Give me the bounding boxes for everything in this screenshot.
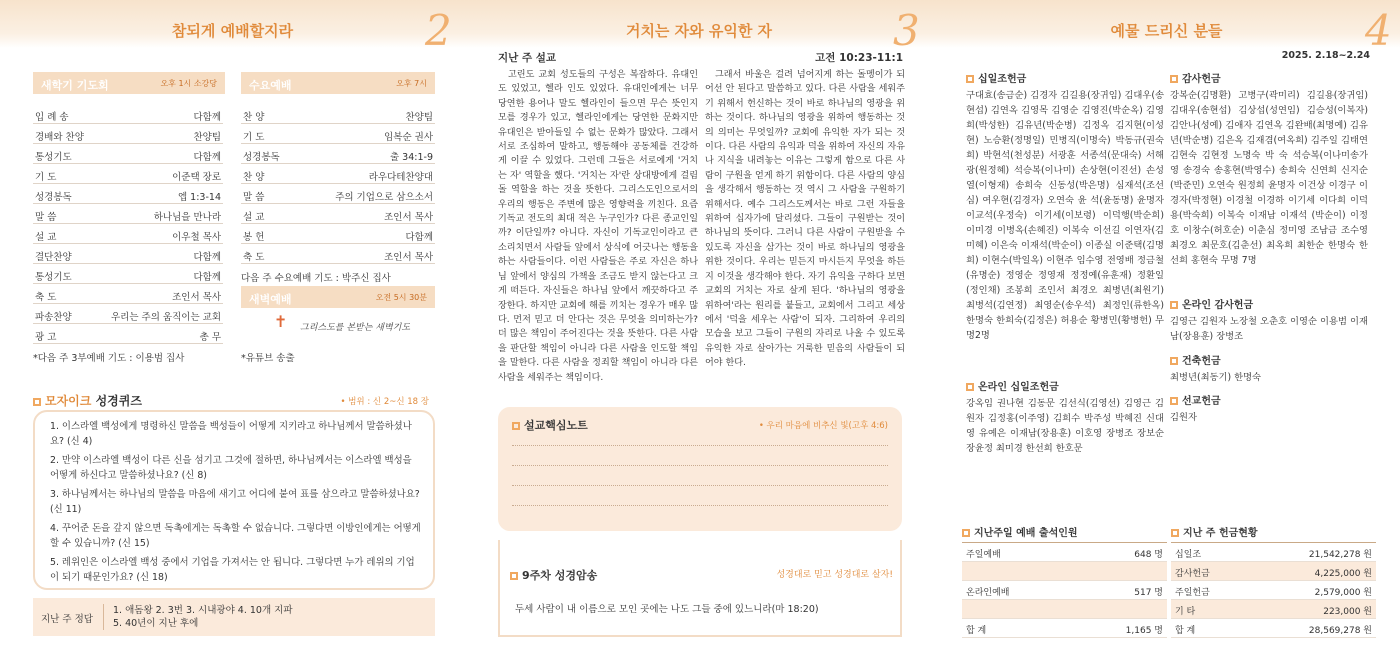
row-value: 21,542,278 원 <box>1308 550 1372 560</box>
table-row <box>1171 619 1376 638</box>
row-label: 주일헌금 <box>1175 588 1210 598</box>
row-label: 온라인예배 <box>966 588 1010 598</box>
sermon-note-reference: • 우리 마음에 비추신 빛(고후 4:6) <box>758 421 888 431</box>
page-title: 참되게 예배할지라 <box>171 22 294 40</box>
table-row <box>962 600 1167 619</box>
page-number: 2 <box>425 6 452 55</box>
row-label: 성경봉독 <box>243 152 280 163</box>
thanks-block <box>1170 70 1368 268</box>
verse-text: 두세 사람이 내 이름으로 모인 곳에는 나도 그들 중에 있느니라(마 18:20) <box>515 604 819 615</box>
row-value: 다함께 <box>405 232 433 243</box>
square-bullet-icon <box>510 572 518 580</box>
row-label: 십일조 <box>1175 550 1202 560</box>
table-row <box>241 184 435 204</box>
answers-line-1: 1. 애돔왕 2. 3번 3. 시내광야 4. 10개 지파 <box>113 605 293 616</box>
row-value: 찬양팀 <box>405 112 433 123</box>
table-row <box>241 224 435 244</box>
sermon-panel <box>465 0 933 662</box>
date-range: 2025. 2.18~2.24 <box>1281 50 1370 61</box>
page-number: 3 <box>893 6 920 55</box>
row-label: 기 도 <box>243 132 265 143</box>
attendance-table <box>962 524 1167 638</box>
row-label: 기 도 <box>35 172 57 183</box>
prayer-header <box>33 72 225 94</box>
row-label: 기 타 <box>1175 607 1196 617</box>
row-label: 찬 양 <box>243 172 265 183</box>
quiz-box <box>33 410 435 590</box>
quiz-question: 5. 레위인은 이스라엘 백성 중에서 기업을 가져서는 안 됩니다. 그렇다면 누가 레위의 기업이 되기 때문인가요? (신 18) <box>50 557 415 583</box>
row-label: 합 계 <box>966 626 987 636</box>
note-line[interactable] <box>512 445 888 446</box>
wednesday-note: 다음 주 수요예배 기도 : 박주신 집사 <box>241 273 391 284</box>
square-bullet-icon <box>966 383 974 391</box>
wednesday-order-table <box>241 104 435 264</box>
verse-heading <box>510 567 597 583</box>
square-bullet-icon <box>966 75 974 83</box>
table-row <box>241 124 435 144</box>
note-line[interactable] <box>512 465 888 466</box>
row-value: 하나님을 만나라 <box>153 212 221 223</box>
row-value: 엡 1:3-14 <box>177 192 221 203</box>
answer-label: 지난 주 정답 <box>41 614 93 625</box>
page-number: 4 <box>1365 6 1392 55</box>
row-value: 출 34:1-9 <box>389 152 433 163</box>
row-value: 223,000 원 <box>1323 607 1372 617</box>
table-row <box>241 244 435 264</box>
mission-title: 선교헌금 <box>1182 396 1221 407</box>
row-value: 1,165 명 <box>1125 626 1163 636</box>
table-row <box>962 543 1167 562</box>
cross-icon: ✝ <box>274 312 288 331</box>
verse-slogan: 성경대로 믿고 성경대로 살자! <box>776 570 893 580</box>
mission-block <box>1170 392 1368 425</box>
row-value: 648 명 <box>1134 550 1163 560</box>
online-tithe-names: 강옥임 권나현 김동문 김선식(김영선) 김영근 김원자 김정홍(이주영) 김희수 박주성 박혜진 신대영 유예은 이재남(장용훈) 이호영 장병조 장보순 장윤정 최미경 한선희 한호문 <box>966 398 1164 454</box>
row-value: 이우철 목사 <box>172 232 221 243</box>
online-thanks-block <box>1170 296 1368 344</box>
offering-title: 지난 주 헌금현황 <box>1183 528 1258 539</box>
sermon-note-box <box>498 407 902 531</box>
answer-text <box>113 604 293 630</box>
building-title: 건축헌금 <box>1182 356 1221 367</box>
table-row <box>33 304 223 324</box>
offerings-panel <box>933 0 1400 662</box>
row-label: 설 교 <box>35 232 57 243</box>
prayer-order-table <box>33 104 223 344</box>
thanks-title: 감사헌금 <box>1182 74 1221 85</box>
sermon-label: 지난 주 설교 <box>498 52 557 64</box>
quiz-mosaic-label: 모자이크 <box>45 394 92 408</box>
row-value: 2,579,000 원 <box>1314 588 1372 598</box>
dawn-logo <box>250 312 440 340</box>
table-row <box>241 104 435 124</box>
row-value: 다함께 <box>193 152 221 163</box>
dawn-title: 새벽예배 <box>249 293 292 306</box>
online-thanks-title: 온라인 감사헌금 <box>1182 300 1254 311</box>
table-row <box>1171 600 1376 619</box>
building-block <box>1170 352 1368 385</box>
dawn-header <box>241 286 435 308</box>
verse-title: 9주차 성경암송 <box>522 569 598 582</box>
row-label: 입 례 송 <box>35 112 69 123</box>
row-value: 주의 기업으로 삼으소서 <box>335 192 433 203</box>
square-bullet-icon <box>33 398 41 406</box>
table-row <box>33 144 223 164</box>
attendance-rows <box>962 543 1167 638</box>
row-value: 4,225,000 원 <box>1314 569 1372 579</box>
answer-box <box>33 598 435 636</box>
table-row <box>33 324 223 344</box>
row-value: 이준택 장로 <box>172 172 221 183</box>
sermon-reference: 고전 10:23-11:1 <box>815 52 903 64</box>
table-row <box>962 581 1167 600</box>
row-value: 라우다테찬양대 <box>368 172 433 183</box>
row-value: 총 무 <box>199 332 221 343</box>
sermon-note-title: 설교핵심노트 <box>524 419 588 432</box>
row-value: 조인서 목사 <box>384 252 433 263</box>
row-label: 통성기도 <box>35 272 72 283</box>
square-bullet-icon <box>1170 301 1178 309</box>
square-bullet-icon <box>512 422 520 430</box>
online-tithe-block <box>966 378 1164 456</box>
sermon-column-2: 그래서 바울은 걸려 넘어지게 하는 돌멩이가 되어선 안 된다고 말씀하고 있다. 다른 사람을 세워주기 위해서 헌신하는 것이 바로 하나님의 영광을 위하는 것이다. 하나님의 영광을 위하여 행동하는 것의 의미는 무엇일까? 교회에 유익한 자가 되는 것이다. 다른 사람의 유익과 덕을 위하여 자신의 자유나 지식을 내려놓는 이유는 그렇게 함으로 다른 사람이 구원을 얻게 하기 위함이다. 다른 사람의 양심을 생각해서 행동하는 것 역시 그 사람을 구원하기 위해서다. 예수 그리스도께서는 바로 그런 자들을 위하여 십자가에 달리셨다. 그들이 구원받는 것이 하나님의 뜻이다. 그러니 다른 사람이 구원받을 수 있도록 자신을 삼가는 것이 바로 하나님의 영광을 위한 것이다. 우리는 믿든지 마시든지 무엇을 하든지 이것을 생각해야 한다. 자기 유익을 구하다 보면 교회의 거치는 자로 살게 된다. '하나님의 영광을 위하여'라는 원리를 붙들고, 교회에서 그리고 세상에서 '덕을 세우는 사람'이 되자. 그리하여 우리의 모습을 보고 그들이 구원의 자리로 나올 수 있도록 유익한 자로 살아가는 거룩한 믿음의 사람들이 되어야 한다. <box>705 70 905 369</box>
table-row <box>1171 543 1376 562</box>
row-label: 말 씀 <box>35 212 57 223</box>
tithe-block <box>966 70 1164 343</box>
dawn-time: 오전 5시 30분 <box>375 293 427 302</box>
row-value: 다함께 <box>193 252 221 263</box>
dawn-note: *유튜브 송출 <box>241 353 295 364</box>
row-label: 성경봉독 <box>35 192 72 203</box>
offering-rows <box>1171 543 1376 638</box>
row-label: 광 고 <box>35 332 57 343</box>
sermon-note-heading <box>512 417 588 433</box>
wednesday-time: 오후 7시 <box>396 79 427 88</box>
dawn-logo-text: 그리스도를 본받는 새벽기도 <box>300 323 411 333</box>
row-label: 파송찬양 <box>35 312 72 323</box>
square-bullet-icon <box>962 529 970 537</box>
row-value: 조인서 목사 <box>384 212 433 223</box>
row-value: 28,569,278 원 <box>1308 626 1372 636</box>
table-row <box>962 619 1167 638</box>
row-value: 517 명 <box>1134 588 1163 598</box>
table-row <box>1171 581 1376 600</box>
online-thanks-names: 김영근 김원자 노장철 오춘호 이영순 이용범 이재남(장용훈) 장병조 <box>1170 316 1368 342</box>
table-row <box>241 144 435 164</box>
table-row <box>33 224 223 244</box>
table-row <box>33 124 223 144</box>
quiz-question: 2. 만약 이스라엘 백성이 다른 신을 섬기고 그것에 절하면, 하나님께서는 이스라엘 백성을 어떻게 하신다고 말씀하셨나요? (신 8) <box>50 455 412 481</box>
table-row <box>33 204 223 224</box>
row-label: 통성기도 <box>35 152 72 163</box>
prayer-time: 오후 1시 소강당 <box>160 79 217 88</box>
note-line[interactable] <box>512 485 888 486</box>
worship-panel <box>0 0 465 662</box>
note-line[interactable] <box>512 505 888 506</box>
table-row <box>33 104 223 124</box>
row-value: 조인서 목사 <box>172 292 221 303</box>
sermon-column-1: 고린도 교회 성도들의 구성은 복잡하다. 유대인도 있었고, 헬라 인도 있었다. 유대인에게는 너무 당연한 용어나 말도 헬라인이 들으면 무슨 뜻인지 모를 경우가 있고, 헬라인에게는 당연한 문화지만 유대인은 받아들일 수 없는 문화가 많았다. 그래서 서로 조심하여 말하고, 행동해야 공동체를 건강하게 이끌 수 있었다. 그런데 그들은 서로에게 '거치는 자' 역할을 했다. '거치는 자'란 상대방에게 걸림돌 역할을 하는 것을 뜻한다. 그리스도인으로서의 우리의 행동은 주변에 많은 영향력을 끼친다. 요즘 기독교 전도의 최대 적은 누구인가? 다른 종교인일까? 이단일까? 아니다. 자신이 기독교인이라고 큰소리치면서 사람들 앞에서 상식에 어긋나는 행동을 하는 사람들이다. 이런 사람들은 주로 자신은 하나님 앞에서 양심의 가책을 조금도 받지 않는다고 크게 떠든다. 자신들은 하나님 앞에서 깨끗하다고 주장한다. 하지만 교회에 해를 끼치는 경우가 매우 많다. 먼저 믿고 더 안다는 것은 무엇을 의미하는가? 더 많은 책임이 주어진다는 것을 뜻한다. 다른 사람을 판단할 책임이 아니라 다른 사람을 인도할 책임을 말한다. 다른 사람을 정죄할 책임이 아니라 다른 사람을 세워주는 책임이다. <box>498 70 698 383</box>
divider <box>103 604 104 630</box>
row-label: 설 교 <box>243 212 265 223</box>
page-title: 거치는 자와 유익한 자 <box>625 22 773 40</box>
table-row <box>33 164 223 184</box>
square-bullet-icon <box>1170 357 1178 365</box>
tithe-names: 구대효(송금순) 김경자 김길용(장귀임) 김대우(송현섭) 김연옥 김영목 김영순 김영진(박순옥) 김영희(박성한) 김유년(박순병) 김정옥 김지현(이성현) 노승환(정명일) 민병직(이명숙) 박동규(권숙희) 박현석(천성분) 서광훈 서종석(문대숙) 서해광(원정혜) 석승복(이나미) 손상현(이진선) 손성열(이형재) 송희숙 신동성(박은명) 심재석(조선심) 여우현(김경자) 오연숙 윤 석(윤동명) 윤명자 이교석(우정숙) 이기세(이보령) 이덕행(박순희) 이미경 이병옥(손혜진) 이복숙 이선길 이연자(김미혜) 이은숙 이재석(박순이) 이종실 이준택(김명희) 이현수(박일옥) 이현주 임수영 전영배 정금철(유명순) 정영순 정영재 정정예(유훈재) 정환일(정인채) 조봉희 조인서 최경오 최병년(최원기) 최병석(김연정) 최영순(송우석) 최정인(류한옥) 한명숙 한희숙(김정은) 허용순 황병민(황병헌) 무명2명 <box>966 90 1164 341</box>
attendance-title: 지난주일 예배 출석인원 <box>974 528 1078 539</box>
row-label: 경배와 찬양 <box>35 132 84 143</box>
page-title: 예물 드리신 분들 <box>1110 22 1223 40</box>
row-label: 봉 헌 <box>243 232 265 243</box>
table-row <box>33 284 223 304</box>
offering-table <box>1171 524 1376 638</box>
wednesday-title: 수요예배 <box>249 79 292 92</box>
mission-names: 김원자 <box>1170 412 1197 423</box>
online-tithe-title: 온라인 십일조헌금 <box>978 382 1059 393</box>
row-value: 찬양팀 <box>193 132 221 143</box>
quiz-question: 1. 이스라엘 백성에게 명령하신 말씀을 백성들이 어떻게 지키라고 하나님께서 말씀하셨나요? (신 4) <box>50 421 412 447</box>
quiz-question: 3. 하나님께서는 하나님의 말씀을 마음에 새기고 어디에 붙여 표를 삼으라고 말씀하셨나요? (신 11) <box>50 489 420 515</box>
row-label: 결단찬양 <box>35 252 72 263</box>
prayer-note: *다음 주 3부예배 기도 : 이용범 집사 <box>33 353 185 364</box>
row-label: 합 계 <box>1175 626 1196 636</box>
quiz-question: 4. 꾸어준 돈을 갚지 않으면 독촉에게는 독촉할 수 없습니다. 그렇다면 이방인에게는 어떻게 할 수 있습니까? (신 15) <box>50 523 421 549</box>
row-label: 찬 양 <box>243 112 265 123</box>
row-label: 축 도 <box>35 292 57 303</box>
row-value: 다함께 <box>193 112 221 123</box>
quiz-title: 성경퀴즈 <box>95 394 142 408</box>
thanks-names: 강복순(김명환) 고병구(곽미리) 김길용(장귀임) 김대우(송현섭) 김상섭(성연임) 김승성(이복자) 김안나(성예) 김애자 김연옥 김완배(최명예) 김유년(박순병) 김은옥 김재겸(여옥희) 김주일 김태연 김현숙 김현정 노명숙 박 숙 석승복(이나미송가영 송경숙 송홍현(박영수) 송희숙 신연희 신지순(박준민) 오연숙 원정희 윤명자 이건상 이경구 이경자(박정현) 이경철 이경하 이기세 이다희 이덕용(박숙희) 이복숙 이재남 이재석 (박순이) 이정호 이창수(허호순) 이춘심 정미영 조남금 조수영 최경오 최문호(김춘선) 최옥희 최한순 한명숙 한선희 홍현숙 무명 7명 <box>1170 90 1368 266</box>
table-row <box>1171 562 1376 581</box>
row-value: 우리는 주의 움직이는 교회 <box>110 312 221 323</box>
quiz-range: • 범위 : 신 2~신 18 장 <box>340 397 429 407</box>
row-label: 감사헌금 <box>1175 569 1210 579</box>
row-label: 말 씀 <box>243 192 265 203</box>
table-row <box>962 562 1167 581</box>
row-label: 주일예배 <box>966 550 1001 560</box>
table-row <box>241 204 435 224</box>
table-row <box>33 184 223 204</box>
row-value: 임복순 권사 <box>384 132 433 143</box>
square-bullet-icon <box>1171 529 1179 537</box>
prayer-title: 새학기 기도회 <box>41 79 109 92</box>
table-row <box>241 164 435 184</box>
square-bullet-icon <box>1170 75 1178 83</box>
table-row <box>33 244 223 264</box>
answers-line-2: 5. 40년이 지난 후에 <box>113 618 199 629</box>
row-value: 다함께 <box>193 272 221 283</box>
table-row <box>33 264 223 284</box>
square-bullet-icon <box>1170 397 1178 405</box>
wednesday-header <box>241 72 435 94</box>
verse-box <box>498 540 902 637</box>
row-label: 축 도 <box>243 252 265 263</box>
tithe-title: 십일조헌금 <box>978 74 1027 85</box>
building-names: 최병년(최동기) 한명숙 <box>1170 372 1262 383</box>
